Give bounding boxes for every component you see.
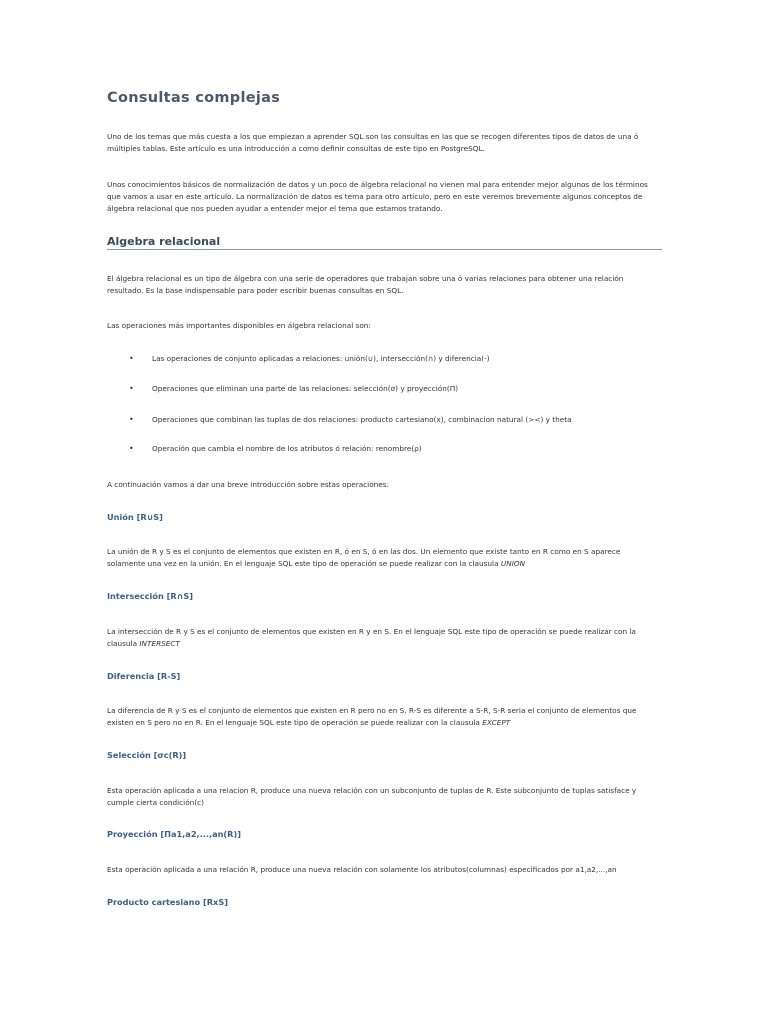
section-paragraph-1: El álgebra relacional es un tipo de álgebra con una serie de operadores que trabajan sobre una ó varias relaciones para obtener una relación resultado. Es la base indispensable para poder escribir buenas consultas en SQL. xyxy=(107,274,624,295)
selection-text: Esta operación aplicada a una relacion R, produce una nueva relación con un subconjunto de tuplas de R. Este subconjunto de tuplas satisface y cumple cierta condición(c) xyxy=(107,786,637,807)
intro-paragraph-1: Uno de los temas que más cuesta a los que empiezan a aprender SQL son las consultas en las que se recogen diferentes tipos de datos de una ó múltiples tablas. Este artículo es una introducción a como definir consultas de este tipo en PostgreSQL. xyxy=(107,132,639,153)
list-item: Operación que cambia el nombre de los atributos ó relación: renombre(ρ) xyxy=(152,444,422,453)
list-item: Operaciones que combinan las tuplas de dos relaciones: producto cartesiano(x), combinacion natural (><) y theta xyxy=(152,415,572,424)
bullet-marker: • xyxy=(129,415,134,424)
intersection-keyword: INTERSECT xyxy=(139,639,180,648)
union-heading: Unión [R∪S] xyxy=(107,512,163,522)
bullet-marker: • xyxy=(129,354,134,363)
difference-keyword: EXCEPT xyxy=(482,718,511,727)
page-title: Consultas complejas xyxy=(107,90,281,106)
union-keyword: UNION xyxy=(500,559,526,568)
selection-heading: Selección [σc(R)] xyxy=(107,750,187,760)
union-text: La unión de R y S es el conjunto de elementos que existen en R, ó en S, ó en las dos. Un elemento que existe tanto en R como en S aparece solamente una vez en la unión. En el lenguaje SQL este tipo de operación se puede realizar con la clausula UNION xyxy=(107,547,621,568)
list-item: Operaciones que eliminan una parte de las relaciones: selección(σ) y proyección(Π) xyxy=(152,384,459,393)
difference-heading: Diferencia [R-S] xyxy=(107,671,181,681)
bullet-marker: • xyxy=(129,384,134,393)
section-paragraph-2: Las operaciones más importantes disponibles en álgebra relacional son: xyxy=(107,321,371,330)
intersection-text: La intersección de R y S es el conjunto de elementos que existen en R y en S. En el lenguaje SQL este tipo de operación se puede realizar con la clausula INTERSECT xyxy=(107,627,636,648)
list-item: Las operaciones de conjunto aplicadas a relaciones: unión(∪), intersección(∩) y diferencia(-) xyxy=(152,354,490,363)
bullet-marker: • xyxy=(129,444,134,453)
projection-text: Esta operación aplicada a una relación R, produce una nueva relación con solamente los atributos(columnas) especificados por a1,a2,...,an xyxy=(107,865,617,874)
intro-paragraph-2: Unos conocimientos básicos de normalización de datos y un poco de álgebra relacional no vienen mal para entender mejor algunos de los términos que vamos a usar en este artículo. La normalización de datos es tema para otro artículo, pero en este veremos brevemente algunos conceptos de álgebra relacional que nos pueden ayudar a entender mejor el tema que estamos tratando. xyxy=(107,180,648,213)
section-heading: Algebra relacional xyxy=(107,235,662,250)
projection-heading: Proyección [Πa1,a2,...,an(R)] xyxy=(107,829,241,839)
difference-text: La diferencia de R y S es el conjunto de elementos que existen en R pero no en S. R-S es diferente a S-R, S-R seria el conjunto de elementos que existen en S pero no en R. En el lenguaje SQL este tipo de operación se puede realizar con la clausula EXCEPT xyxy=(107,706,637,727)
intersection-heading: Intersección [R∩S] xyxy=(107,591,193,601)
section-paragraph-3: A continuación vamos a dar una breve introducción sobre estas operaciones: xyxy=(107,480,390,489)
cartesian-product-heading: Producto cartesiano [RxS] xyxy=(107,897,228,907)
